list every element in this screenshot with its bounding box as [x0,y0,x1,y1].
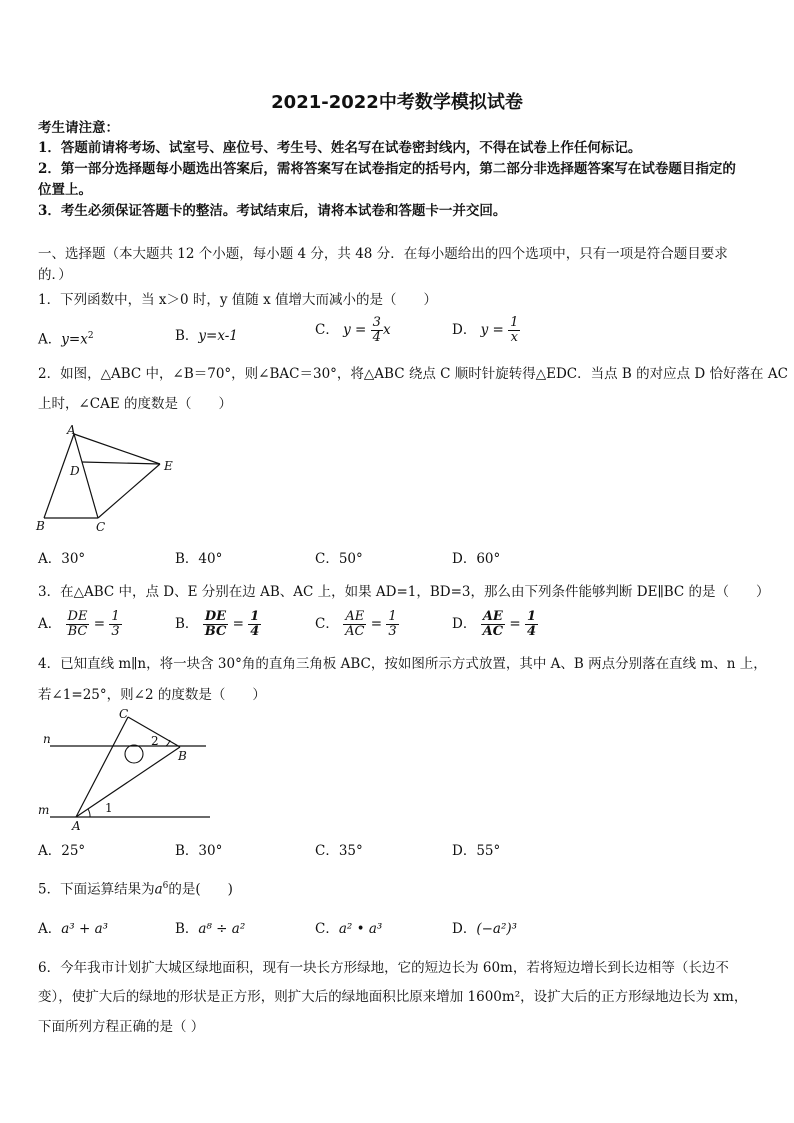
notice-item-2-cont: 位置上。 [38,182,92,198]
page-title: 2021-2022中考数学模拟试卷 [271,92,523,113]
q1-d-fraction: $\frac{1}{x}$ [510,315,519,345]
q2-option-a[interactable]: A．30° [38,551,86,567]
q4-stem-2: 若∠1=25°，则∠2 的度数是（ ） [38,687,266,703]
q4-option-a[interactable]: A．25° [38,843,86,859]
q5-option-a[interactable]: A．a³ + a³ [38,921,109,937]
q2-triangle-figure [30,422,190,537]
q1-option-d[interactable]: D． y = $\frac{1}{x}$ [452,315,519,345]
q4-label-m: m [38,803,50,817]
q1-option-a[interactable]: A．$y=x^2$ [38,331,94,348]
q2-label-b: B [36,519,45,533]
section-heading-1: 一、选择题（本大题共 12 个小题，每小题 4 分，共 48 分．在每小题给出的四个选项中，只有一项是符合题目要求 [38,246,728,262]
q5-option-c[interactable]: C．a² • a³ [315,921,383,937]
section-heading-2: 的．） [38,267,72,283]
q3-option-d[interactable]: D． $\frac{AE}{AC}$ = $\frac{1}{4}$ [452,609,537,639]
q4-label-a: A [72,819,81,833]
q1-option-c[interactable]: C． y = $\frac{3}{4}$ x [315,315,391,345]
q3-stem: 3．在△ABC 中，点 D、E 分别在边 AB、AC 上，如果 AD=1，BD=3，那么由下列条件能够判断 DE∥BC 的是（ ） [38,584,770,600]
q4-label-c: C [119,707,129,721]
notice-item-3: 3．考生必须保证答题卡的整洁。考试结束后，请将本试卷和答题卡一并交回。 [38,203,507,219]
q5-option-d[interactable]: D．(−a²)³ [452,921,518,937]
notice-heading: 考生请注意： [38,120,119,136]
q1-c-fraction: $\frac{3}{4}$ [372,315,381,345]
q2-label-a: A [67,423,76,437]
q4-label-n: n [43,732,51,746]
q4-option-b[interactable]: B．30° [175,843,223,859]
q2-option-b[interactable]: B．40° [175,551,223,567]
notice-item-2: 2．第一部分选择题每小题选出答案后，需将答案写在试卷指定的括号内，第二部分非选择题答案写在试卷题目指定的 [38,161,736,177]
q1-option-b[interactable]: B．y=x-1 [175,328,238,344]
q2-label-e: E [164,459,173,473]
notice-item-1: 1．答题前请将考场、试室号、座位号、考生号、姓名写在试卷密封线内，不得在试卷上作任何标记。 [38,140,642,156]
q2-option-c[interactable]: C．50° [315,551,363,567]
q4-stem-1: 4．已知直线 m∥n，将一块含 30°角的直角三角板 ABC，按如图所示方式放置，其中 A、B 两点分别落在直线 m、n 上， [38,656,767,672]
q4-parallel-lines-figure [30,706,220,836]
q4-option-d[interactable]: D．55° [452,843,501,859]
q2-label-c: C [96,520,106,534]
q4-label-angle-2: 2 [151,734,159,748]
q4-label-b: B [178,749,187,763]
q3-option-b[interactable]: B． $\frac{DE}{BC}$ = $\frac{1}{4}$ [175,609,260,639]
q1-stem: 1．下列函数中，当 x＞0 时，y 值随 x 值增大而减小的是（ ） [38,292,437,308]
q6-stem-3: 下面所列方程正确的是（ ） [38,1019,205,1035]
q2-option-d[interactable]: D．60° [452,551,501,567]
q2-stem-2: 上时，∠CAE 的度数是（ ） [38,396,233,412]
q5-stem: 5．下面运算结果为$a^6$的是( ) [38,881,233,898]
q6-stem-1: 6．今年我市计划扩大城区绿地面积，现有一块长方形绿地，它的短边长为 60m，若将短边增长到长边相等（长边不 [38,960,729,976]
q4-option-c[interactable]: C．35° [315,843,363,859]
q3-option-c[interactable]: C． $\frac{AE}{AC}$ = $\frac{1}{3}$ [315,609,397,639]
q3-option-a[interactable]: A． $\frac{DE}{BC}$ = $\frac{1}{3}$ [38,609,120,639]
q6-stem-2: 变），使扩大后的绿地的形状是正方形，则扩大后的绿地面积比原来增加 1600m²，设扩大后的正方形绿地边长为 xm， [38,989,748,1005]
q4-label-angle-1: 1 [105,801,113,815]
q2-stem-1: 2．如图，△ABC 中，∠B＝70°，则∠BAC＝30°，将△ABC 绕点 C 顺时针旋转得△EDC．当点 B 的对应点 D 恰好落在 AC [38,366,788,382]
q5-option-b[interactable]: B．a⁸ ÷ a² [175,921,246,937]
q2-label-d: D [70,464,80,478]
